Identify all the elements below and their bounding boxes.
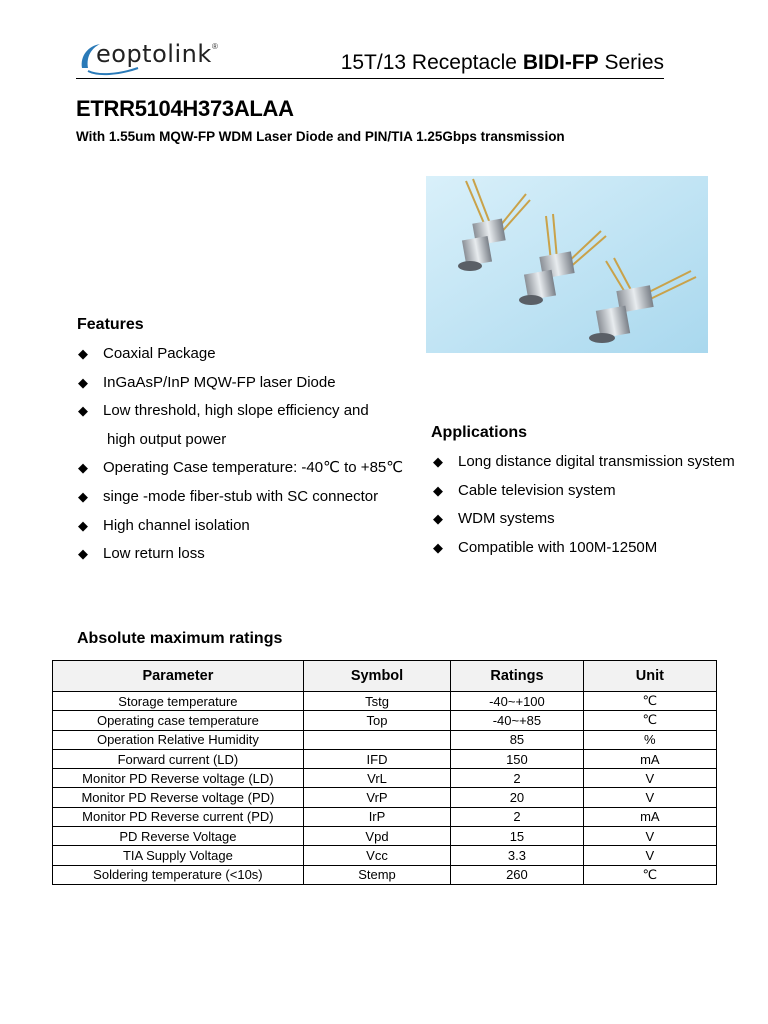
table-cell: VrL	[303, 769, 450, 788]
table-row	[53, 807, 717, 826]
table-cell: 85	[451, 730, 583, 749]
column-header: Unit	[583, 661, 716, 692]
product-photo	[426, 176, 708, 353]
table-cell: ℃	[583, 711, 716, 730]
table-row	[53, 692, 717, 711]
table-cell: Vpd	[303, 827, 450, 846]
series-bold: BIDI-FP	[522, 51, 599, 74]
table-cell: IrP	[303, 807, 450, 826]
diamond-bullet-icon: ◆	[433, 539, 443, 555]
diamond-bullet-icon: ◆	[78, 517, 88, 533]
list-item: ◆ Low return loss	[78, 545, 205, 563]
column-header: Ratings	[451, 661, 583, 692]
list-item: ◆ singe -mode fiber-stub with SC connector	[78, 487, 379, 505]
list-item: ◆ Cable television system	[433, 481, 616, 499]
diamond-bullet-icon: ◆	[78, 346, 88, 361]
table-cell: V	[583, 788, 716, 807]
table-row	[53, 769, 717, 788]
ratings-heading: Absolute maximum ratings	[77, 630, 283, 647]
table-cell: V	[583, 846, 716, 865]
table-cell: %	[583, 730, 716, 749]
table-row	[53, 846, 717, 865]
series-suffix: Series	[598, 51, 664, 74]
table-cell: 20	[451, 788, 583, 807]
product-subtitle: With 1.55um MQW-FP WDM Laser Diode and PIN/TIA 1.25Gbps transmission	[76, 129, 565, 144]
table-cell: Operating case temperature	[53, 711, 304, 730]
table-row	[53, 827, 717, 846]
list-item: ◆ Operating Case temperature: -40℃ to +85℃	[78, 459, 404, 477]
list-item: ◆ Compatible with 100M-1250M	[433, 538, 658, 556]
diamond-bullet-icon: ◆	[78, 488, 88, 504]
table-cell: V	[583, 827, 716, 846]
diamond-bullet-icon: ◆	[433, 511, 443, 527]
table-row	[53, 749, 717, 768]
list-item: ◆ Long distance digital transmission system	[433, 453, 735, 470]
table-row	[53, 711, 717, 730]
table-cell: mA	[583, 807, 716, 826]
diamond-bullet-icon: ◆	[433, 454, 443, 469]
table-cell: Monitor PD Reverse current (PD)	[53, 807, 304, 826]
table-cell: VrP	[303, 788, 450, 807]
table-cell: Storage temperature	[53, 692, 304, 711]
list-item: ◆ Low threshold, high slope efficiency and	[78, 402, 369, 420]
table-cell	[303, 730, 450, 749]
header-divider	[76, 78, 664, 79]
ratings-table	[52, 660, 717, 885]
table-cell: ℃	[583, 692, 716, 711]
list-item: ◆ InGaAsP/InP MQW-FP laser Diode	[78, 373, 336, 391]
diamond-bullet-icon: ◆	[78, 546, 88, 562]
table-cell: 260	[451, 865, 583, 884]
diamond-bullet-icon: ◆	[78, 374, 88, 390]
part-number: ETRR5104H373ALAA	[76, 96, 294, 121]
list-item: ◆ High channel isolation	[78, 516, 250, 534]
table-cell: -40~+100	[451, 692, 583, 711]
list-item-continuation: high output power	[107, 430, 227, 448]
applications-list	[432, 452, 762, 566]
table-header-row	[53, 661, 717, 692]
table-cell: 150	[451, 749, 583, 768]
logo-registered-mark: ®	[212, 42, 218, 51]
table-cell: Soldering temperature (<10s)	[53, 865, 304, 884]
table-cell: 2	[451, 769, 583, 788]
ratings-table-body	[53, 692, 717, 885]
table-cell: -40~+85	[451, 711, 583, 730]
features-list	[77, 344, 417, 573]
table-row	[53, 865, 717, 884]
table-cell: 15	[451, 827, 583, 846]
table-cell: Forward current (LD)	[53, 749, 304, 768]
table-cell: TIA Supply Voltage	[53, 846, 304, 865]
table-cell: Monitor PD Reverse voltage (PD)	[53, 788, 304, 807]
diamond-bullet-icon: ◆	[433, 482, 443, 498]
table-cell: Monitor PD Reverse voltage (LD)	[53, 769, 304, 788]
series-prefix: 15T/13 Receptacle	[340, 51, 523, 74]
table-cell: 3.3	[451, 846, 583, 865]
table-cell: Stemp	[303, 865, 450, 884]
table-cell: 2	[451, 807, 583, 826]
table-cell: ℃	[583, 865, 716, 884]
column-header: Symbol	[303, 661, 450, 692]
table-cell: IFD	[303, 749, 450, 768]
diamond-bullet-icon: ◆	[78, 403, 88, 419]
table-cell: mA	[583, 749, 716, 768]
list-item: ◆ WDM systems	[433, 510, 555, 528]
table-row	[53, 788, 717, 807]
table-row	[53, 730, 717, 749]
series-title	[341, 51, 664, 75]
column-header: Parameter	[53, 661, 304, 692]
company-logo	[78, 38, 228, 78]
table-cell: Vcc	[303, 846, 450, 865]
table-cell: Operation Relative Humidity	[53, 730, 304, 749]
list-item: ◆ Coaxial Package	[78, 345, 216, 362]
diamond-bullet-icon: ◆	[78, 460, 88, 476]
table-cell: Tstg	[303, 692, 450, 711]
table-cell: Top	[303, 711, 450, 730]
table-cell: V	[583, 769, 716, 788]
logo-wordmark: eoptolink	[96, 40, 212, 68]
table-cell: PD Reverse Voltage	[53, 827, 304, 846]
applications-heading: Applications	[431, 424, 528, 441]
features-heading: Features	[77, 316, 144, 333]
